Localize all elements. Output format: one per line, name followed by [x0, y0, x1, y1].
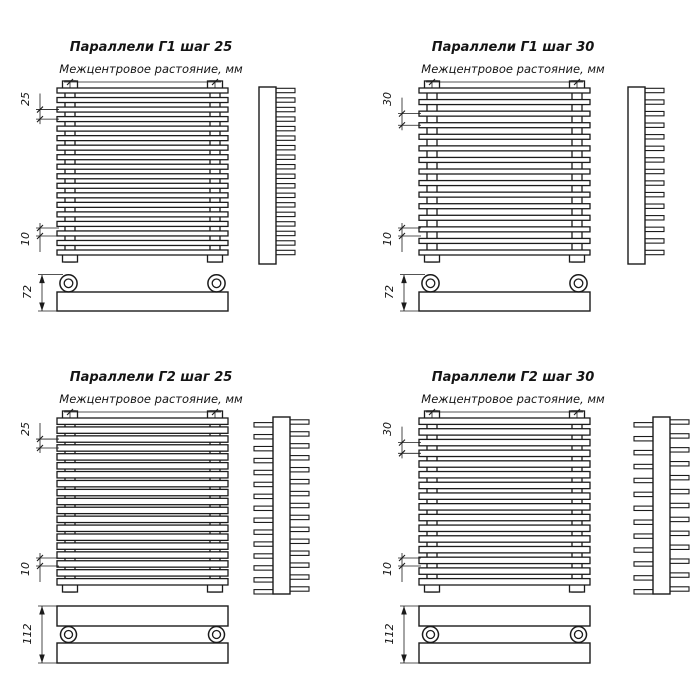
front-view — [419, 411, 590, 592]
side-view — [634, 417, 689, 594]
front-view — [57, 81, 228, 262]
panel-title: Параллели Г2 шаг 25 — [69, 370, 233, 385]
bottom-view — [57, 275, 228, 311]
gap-dimension-label: 10 — [381, 232, 394, 246]
front-view — [57, 411, 228, 592]
gap-dimension-label: 10 — [19, 562, 32, 576]
depth-dimension-label: 112 — [21, 623, 34, 645]
side-view — [259, 87, 295, 264]
step-dimension-label: 30 — [381, 422, 394, 436]
radiator-drawing-g2-step25 — [10, 360, 340, 690]
radiator-drawing-g1-step30 — [372, 30, 700, 360]
bottom-view — [419, 275, 590, 311]
panel-title: Параллели Г1 шаг 25 — [69, 40, 233, 55]
gap-dimension-label: 10 — [381, 562, 394, 576]
panel-g2-step30 — [372, 360, 700, 690]
center-distance-note: Межцентровое растояние, мм — [421, 392, 605, 406]
panel-title: Параллели Г1 шаг 30 — [431, 40, 595, 55]
depth-dimension-label: 112 — [383, 623, 396, 645]
depth-dimension-label: 72 — [21, 285, 34, 299]
center-distance-note: Межцентровое растояние, мм — [59, 392, 243, 406]
radiator-drawing-g2-step30 — [372, 360, 700, 690]
panel-title: Параллели Г2 шаг 30 — [431, 370, 595, 385]
center-distance-note: Межцентровое растояние, мм — [421, 62, 605, 76]
step-dimension-label: 25 — [19, 422, 32, 436]
panel-g1-step25 — [10, 30, 340, 360]
front-view — [419, 81, 590, 262]
bottom-view — [419, 606, 590, 663]
center-distance-note: Межцентровое растояние, мм — [59, 62, 243, 76]
side-view — [628, 87, 664, 264]
step-dimension-label: 25 — [19, 92, 32, 106]
panel-g2-step25 — [10, 360, 340, 690]
gap-dimension-label: 10 — [19, 232, 32, 246]
bottom-view — [57, 606, 228, 663]
side-view — [254, 417, 309, 594]
step-dimension-label: 30 — [381, 92, 394, 106]
depth-dimension-label: 72 — [383, 285, 396, 299]
radiator-drawing-g1-step25 — [10, 30, 340, 360]
panel-g1-step30 — [372, 30, 700, 360]
